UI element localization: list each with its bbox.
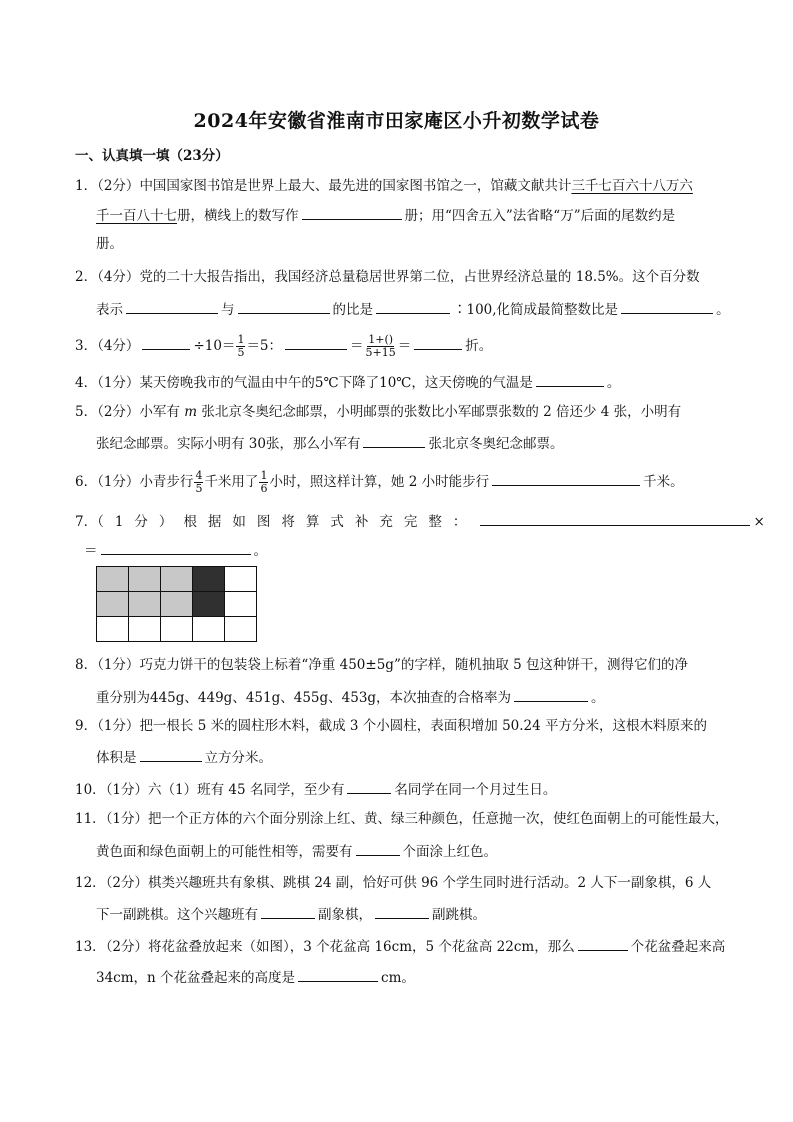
q3-fraction-2 [365, 334, 397, 359]
q2-text-f: 。 [716, 302, 730, 318]
q11-number: 11． [75, 811, 106, 827]
q2-blank-4[interactable] [621, 299, 713, 314]
q3-frac2-den: 5+15 [365, 346, 396, 359]
q6-blank-1[interactable] [492, 471, 640, 486]
q13-line1 [75, 936, 725, 956]
grid-cell-gray [97, 592, 129, 617]
q7-line1 [75, 511, 765, 531]
q7-number: 7． [75, 514, 98, 530]
q12-blank-2[interactable] [375, 904, 429, 919]
grid-cell-gray [161, 567, 193, 592]
q11-text-b: 黄色面和绿色面朝上的可能性相等，需要有 [96, 844, 353, 860]
q12-blank-1[interactable] [261, 904, 315, 919]
q3-text-a: ÷10＝ [193, 338, 236, 354]
q9-number: 9． [75, 718, 98, 734]
q10-text-a: 六（1）班有 45 名同学，至少有 [148, 782, 345, 798]
q4-text-b: 。 [606, 375, 621, 391]
page-title: 2024年安徽省淮南市田家庵区小升初数学试卷 [193, 110, 600, 132]
q13-blank-2[interactable] [298, 967, 378, 982]
grid-row [97, 617, 257, 642]
q8-line1 [75, 656, 688, 674]
q2-text-d: 的比是 [332, 302, 373, 318]
q3-text-b: ＝5： [246, 338, 283, 354]
q8-text-a: 巧克力饼干的包装袋上标着“净重 450±5g”的字样，随机抽取 5 包这种饼干，测得它们的净 [139, 657, 689, 673]
grid-row [97, 592, 257, 617]
q1-underlined-number-cont: 千一百八十七 [96, 208, 177, 224]
q10-line [75, 779, 556, 799]
q7-line2 [84, 540, 267, 560]
q5-line1 [75, 403, 681, 421]
q2-line2 [96, 299, 730, 319]
q9-blank-1[interactable] [140, 747, 202, 762]
q6-text-a: 小青步行 [139, 474, 194, 490]
q9-text-b: 体积是 [96, 750, 137, 766]
q10-blank-1[interactable] [347, 779, 391, 794]
grid-cell-white [161, 617, 193, 642]
q6-line [75, 470, 684, 495]
grid-row [97, 567, 257, 592]
q11-text-a: 把一个正方体的六个面分别涂上红、黄、绿三种颜色，任意抛一次，使红色面朝上的可能性最大， [148, 811, 729, 827]
q13-blank-1[interactable] [578, 936, 628, 951]
q1-score: （2分） [97, 178, 140, 194]
q11-line1 [75, 810, 729, 828]
q9-line2 [96, 747, 272, 767]
q1-blank-1[interactable] [302, 205, 402, 220]
grid-cell-white [129, 617, 161, 642]
q9-text-a: 把一根长 5 米的圆柱形木料，截成 3 个小圆柱，表面积增加 50.24 平方分米，这根木料原来的 [139, 718, 708, 734]
q3-score: （4分） [97, 338, 140, 354]
q7-times-sign: × [753, 514, 765, 530]
q3-blank-3[interactable] [414, 335, 462, 350]
grid-cell-white [97, 617, 129, 642]
q5-score: （2分） [97, 404, 140, 420]
q6-frac1-num: 4 [195, 469, 203, 482]
q1-text: 中国国家图书馆是世界上最大、最先进的国家图书馆之一，馆藏文献共计 [139, 178, 572, 194]
q3-blank-2[interactable] [285, 335, 347, 350]
q10-number: 10． [75, 782, 106, 798]
q8-line2 [96, 687, 605, 707]
grid-cell-gray [129, 567, 161, 592]
q5-text-b: 张北京冬奥纪念邮票，小明邮票的张数比小军邮票张数的 2 倍还少 4 张，小明有 [201, 404, 682, 420]
grid-cell-white [225, 617, 257, 642]
q3-frac1-num: 1 [237, 333, 245, 346]
grid-body [97, 567, 257, 642]
q5-number: 5． [75, 404, 98, 420]
q3-text-e: 折。 [465, 338, 493, 354]
q5-text-a: 小军有 [139, 404, 180, 420]
q1-line3 [96, 235, 123, 253]
q6-number: 6． [75, 474, 98, 490]
q6-frac1-den: 5 [195, 482, 203, 495]
q12-text-d: 副跳棋。 [432, 907, 486, 923]
q8-score: （1分） [97, 657, 140, 673]
q12-line2 [96, 904, 486, 924]
grid-cell-white [193, 617, 225, 642]
grid-cell-gray [97, 567, 129, 592]
q3-text-c: ＝ [350, 338, 364, 354]
q7-equals-sign: ＝ [84, 543, 98, 559]
q7-blank-1[interactable] [480, 511, 750, 526]
q5-text-c: 张纪念邮票。实际小明有 30张，那么小军有 [96, 436, 361, 452]
q13-text-c: 34cm，n 个花盆叠起来的高度是 [96, 970, 296, 986]
q7-text: 根据如图将算式补充完整： [183, 514, 478, 530]
grid-cell-dark [193, 567, 225, 592]
q9-text-c: 立方分米。 [204, 750, 272, 766]
q13-number: 13． [75, 939, 106, 955]
q13-line2 [96, 967, 415, 987]
q5-line2 [96, 433, 563, 453]
q2-blank-2[interactable] [238, 299, 330, 314]
q3-blank-1[interactable] [142, 335, 190, 350]
q2-blank-3[interactable] [376, 299, 450, 314]
q6-fraction-1 [194, 470, 203, 495]
q7-figure-grid [96, 566, 257, 642]
q8-text-c: 。 [591, 690, 605, 706]
q6-score: （1分） [97, 474, 140, 490]
grid-cell-white [225, 567, 257, 592]
q10-score: （1分） [105, 782, 149, 798]
q4-line [75, 372, 620, 392]
q4-score: （1分） [97, 375, 140, 391]
q9-score: （1分） [97, 718, 140, 734]
q13-text-b: 个花盆叠起来高 [630, 939, 726, 955]
q6-text-b: 千米用了 [204, 474, 259, 490]
q5-variable-m: m [184, 404, 198, 420]
q11-line2 [96, 841, 497, 861]
q4-blank-1[interactable] [536, 372, 604, 387]
q1-text-c: 册；用“四舍五入”法省略“万”后面的尾数约是 [404, 208, 676, 224]
grid-cell-dark [193, 592, 225, 617]
grid-cell-white [225, 592, 257, 617]
q2-text-b: 表示 [96, 302, 123, 318]
q12-text-a: 棋类兴趣班共有象棋、跳棋 24 副，恰好可供 96 个学生同时进行活动。2 人下一副象棋，6 人 [148, 875, 712, 891]
q9-line1 [75, 717, 707, 735]
q12-score: （2分） [105, 875, 149, 891]
q2-text-c: 与 [221, 302, 235, 318]
q2-score: （4分） [97, 269, 140, 285]
q1-underlined-number: 三千七百六十八万六 [571, 178, 693, 194]
q1-text-d: 册。 [96, 236, 123, 252]
q13-score: （2分） [105, 939, 149, 955]
q2-text: 党的二十大报告指出，我国经济总量稳居世界第二位，占世界经济总量的 18.5%。这个百分数 [139, 269, 700, 285]
q4-number: 4． [75, 375, 98, 391]
q11-blank-1[interactable] [356, 841, 400, 856]
q7-period: 。 [253, 543, 267, 559]
q12-text-c: 副象棋， [318, 907, 372, 923]
q3-frac1-den: 5 [237, 346, 245, 359]
q7-score: （1分） [97, 514, 184, 530]
q2-line1 [75, 268, 700, 286]
q3-line [75, 334, 492, 359]
q4-text: 某天傍晚我市的气温由中午的5℃下降了10℃，这天傍晚的气温是 [139, 375, 533, 391]
q1-line2 [96, 205, 675, 225]
q12-line1 [75, 874, 711, 892]
section-heading: 一、认真填一填（23分） [75, 148, 229, 164]
q3-fraction-1 [236, 334, 245, 359]
grid-cell-gray [129, 592, 161, 617]
q6-frac2-den: 6 [260, 482, 268, 495]
q6-text-d: 千米。 [643, 474, 684, 490]
q8-blank-1[interactable] [514, 687, 588, 702]
q3-text-d: ＝ [397, 338, 412, 354]
q13-text-a: 将花盆叠放起来（如图），3 个花盆高 16cm，5 个花盆高 22cm，那么 [148, 939, 575, 955]
q13-text-d: cm。 [381, 970, 415, 986]
q11-text-c: 个面涂上红色。 [402, 844, 497, 860]
q1-number: 1． [75, 178, 98, 194]
q11-score: （1分） [105, 811, 149, 827]
q2-number: 2． [75, 269, 98, 285]
q8-text-b: 重分别为445g、449g、451g、455g、453g，本次抽查的合格率为 [96, 690, 512, 706]
q1-text-b: 册，横线上的数写作 [177, 208, 299, 224]
q8-number: 8． [75, 657, 98, 673]
q2-text-e: ∶100,化简成最简整数比是 [453, 302, 619, 318]
q3-frac2-num: 1+() [368, 333, 394, 346]
q6-text-c: 小时，照这样计算，她 2 小时能步行 [269, 474, 490, 490]
q10-text-b: 名同学在同一个月过生日。 [394, 782, 557, 798]
q12-number: 12． [75, 875, 106, 891]
q1-line1 [75, 177, 693, 195]
q2-blank-1[interactable] [126, 299, 218, 314]
q5-blank-1[interactable] [363, 433, 425, 448]
q5-text-d: 张北京冬奥纪念邮票。 [428, 436, 564, 452]
q7-blank-2[interactable] [101, 540, 251, 555]
q3-number: 3． [75, 338, 98, 354]
q12-text-b: 下一副跳棋。这个兴趣班有 [96, 907, 258, 923]
q6-frac2-num: 1 [260, 469, 268, 482]
grid-cell-gray [161, 592, 193, 617]
q6-fraction-2 [259, 470, 268, 495]
